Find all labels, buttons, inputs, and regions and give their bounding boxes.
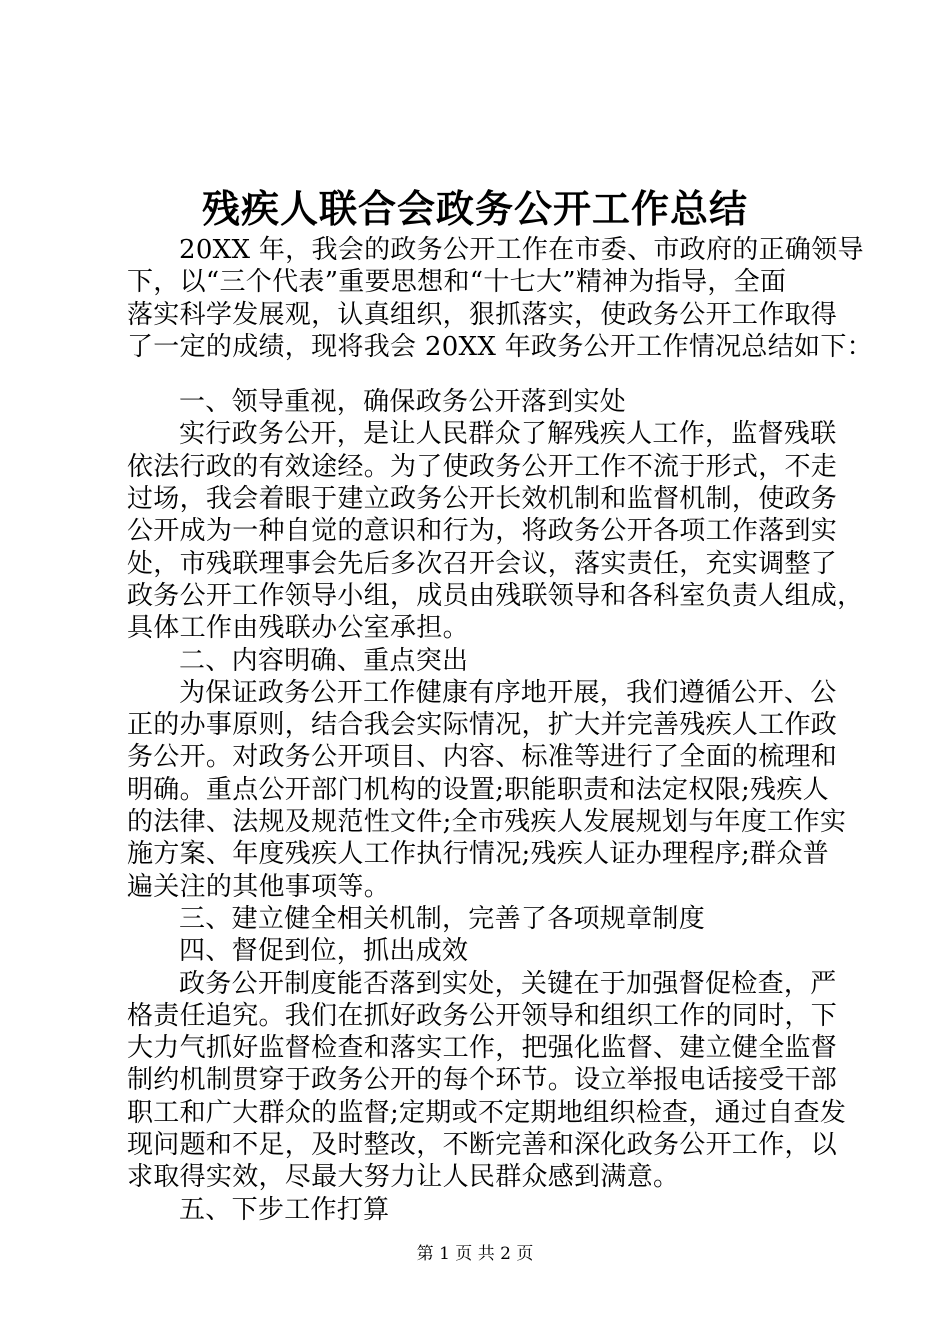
paragraph-line: 政务公开制度能否落到实处，关键在于加强督促检查，严 [179, 968, 837, 999]
document-title: 残疾人联合会政务公开工作总结 [201, 186, 748, 231]
paragraph-line: 务公开。对政务公开项目、内容、标准等进行了全面的梳理和 [127, 742, 838, 773]
paragraph-line: 施方案、年度残疾人工作执行情况;残疾人证办理程序;群众普 [127, 839, 829, 870]
paragraph-line: 的法律、法规及规范性文件;全市残疾人发展规划与年度工作实 [127, 807, 847, 838]
paragraph-line: 政务公开工作领导小组，成员由残联领导和各科室负责人组成， [127, 580, 864, 611]
section-heading: 三、建立健全相关机制，完善了各项规章制度 [179, 903, 706, 934]
paragraph-line: 制约机制贯穿于政务公开的每个环节。设立举报电话接受干部 [127, 1065, 838, 1096]
paragraph-line: 依法行政的有效途经。为了使政务公开工作不流于形式，不走 [127, 451, 838, 482]
paragraph-line: 实行政务公开，是让人民群众了解残疾人工作，监督残联 [179, 419, 837, 450]
paragraph-gap [127, 363, 827, 386]
paragraph-line: 正的办事原则，结合我会实际情况，扩大并完善残疾人工作政 [127, 710, 838, 741]
document-body [127, 234, 873, 1226]
section-heading: 二、内容明确、重点突出 [179, 645, 469, 676]
paragraph-line: 具体工作由残联办公室承担。 [127, 613, 469, 644]
paragraph-line: 大力气抓好监督检查和落实工作，把强化监督、建立健全监督 [127, 1033, 838, 1064]
section-heading: 五、下步工作打算 [179, 1194, 390, 1225]
paragraph-line: 明确。重点公开部门机构的设置;职能职责和法定权限;残疾人 [127, 774, 829, 805]
paragraph-line: 了一定的成绩，现将我会 20XX 年政务公开工作情况总结如下： [127, 331, 873, 362]
paragraph-line: 下，以“三个代表”重要思想和“十七大”精神为指导，全面 [127, 267, 787, 298]
paragraph-line: 求取得实效，尽最大努力让人民群众感到满意。 [127, 1162, 680, 1193]
page-footer: 第 1 页 共 2 页 [416, 1244, 534, 1264]
paragraph-line: 过场，我会着眼于建立政务公开长效机制和监督机制，使政务 [127, 484, 838, 515]
paragraph-line: 处，市残联理事会先后多次召开会议，落实责任，充实调整了 [127, 548, 838, 579]
paragraph-line: 现问题和不足，及时整改，不断完善和深化政务公开工作，以 [127, 1130, 838, 1161]
section-heading: 一、领导重视，确保政务公开落到实处 [179, 387, 627, 418]
paragraph-line: 格责任追究。我们在抓好政务公开领导和组织工作的同时，下 [127, 1000, 838, 1031]
paragraph-line: 为保证政务公开工作健康有序地开展，我们遵循公开、公 [179, 677, 837, 708]
paragraph-line: 20XX 年，我会的政务公开工作在市委、市政府的正确领导 [179, 235, 864, 265]
section-heading: 四、督促到位，抓出成效 [179, 936, 469, 967]
paragraph-line: 落实科学发展观，认真组织，狠抓落实，使政务公开工作取得 [127, 299, 838, 330]
paragraph-line: 公开成为一种自觉的意识和行为，将政务公开各项工作落到实 [127, 516, 838, 547]
paragraph-line: 遍关注的其他事项等。 [127, 871, 391, 902]
paragraph-line: 职工和广大群众的监督;定期或不定期地组织检查，通过自查发 [127, 1097, 847, 1128]
